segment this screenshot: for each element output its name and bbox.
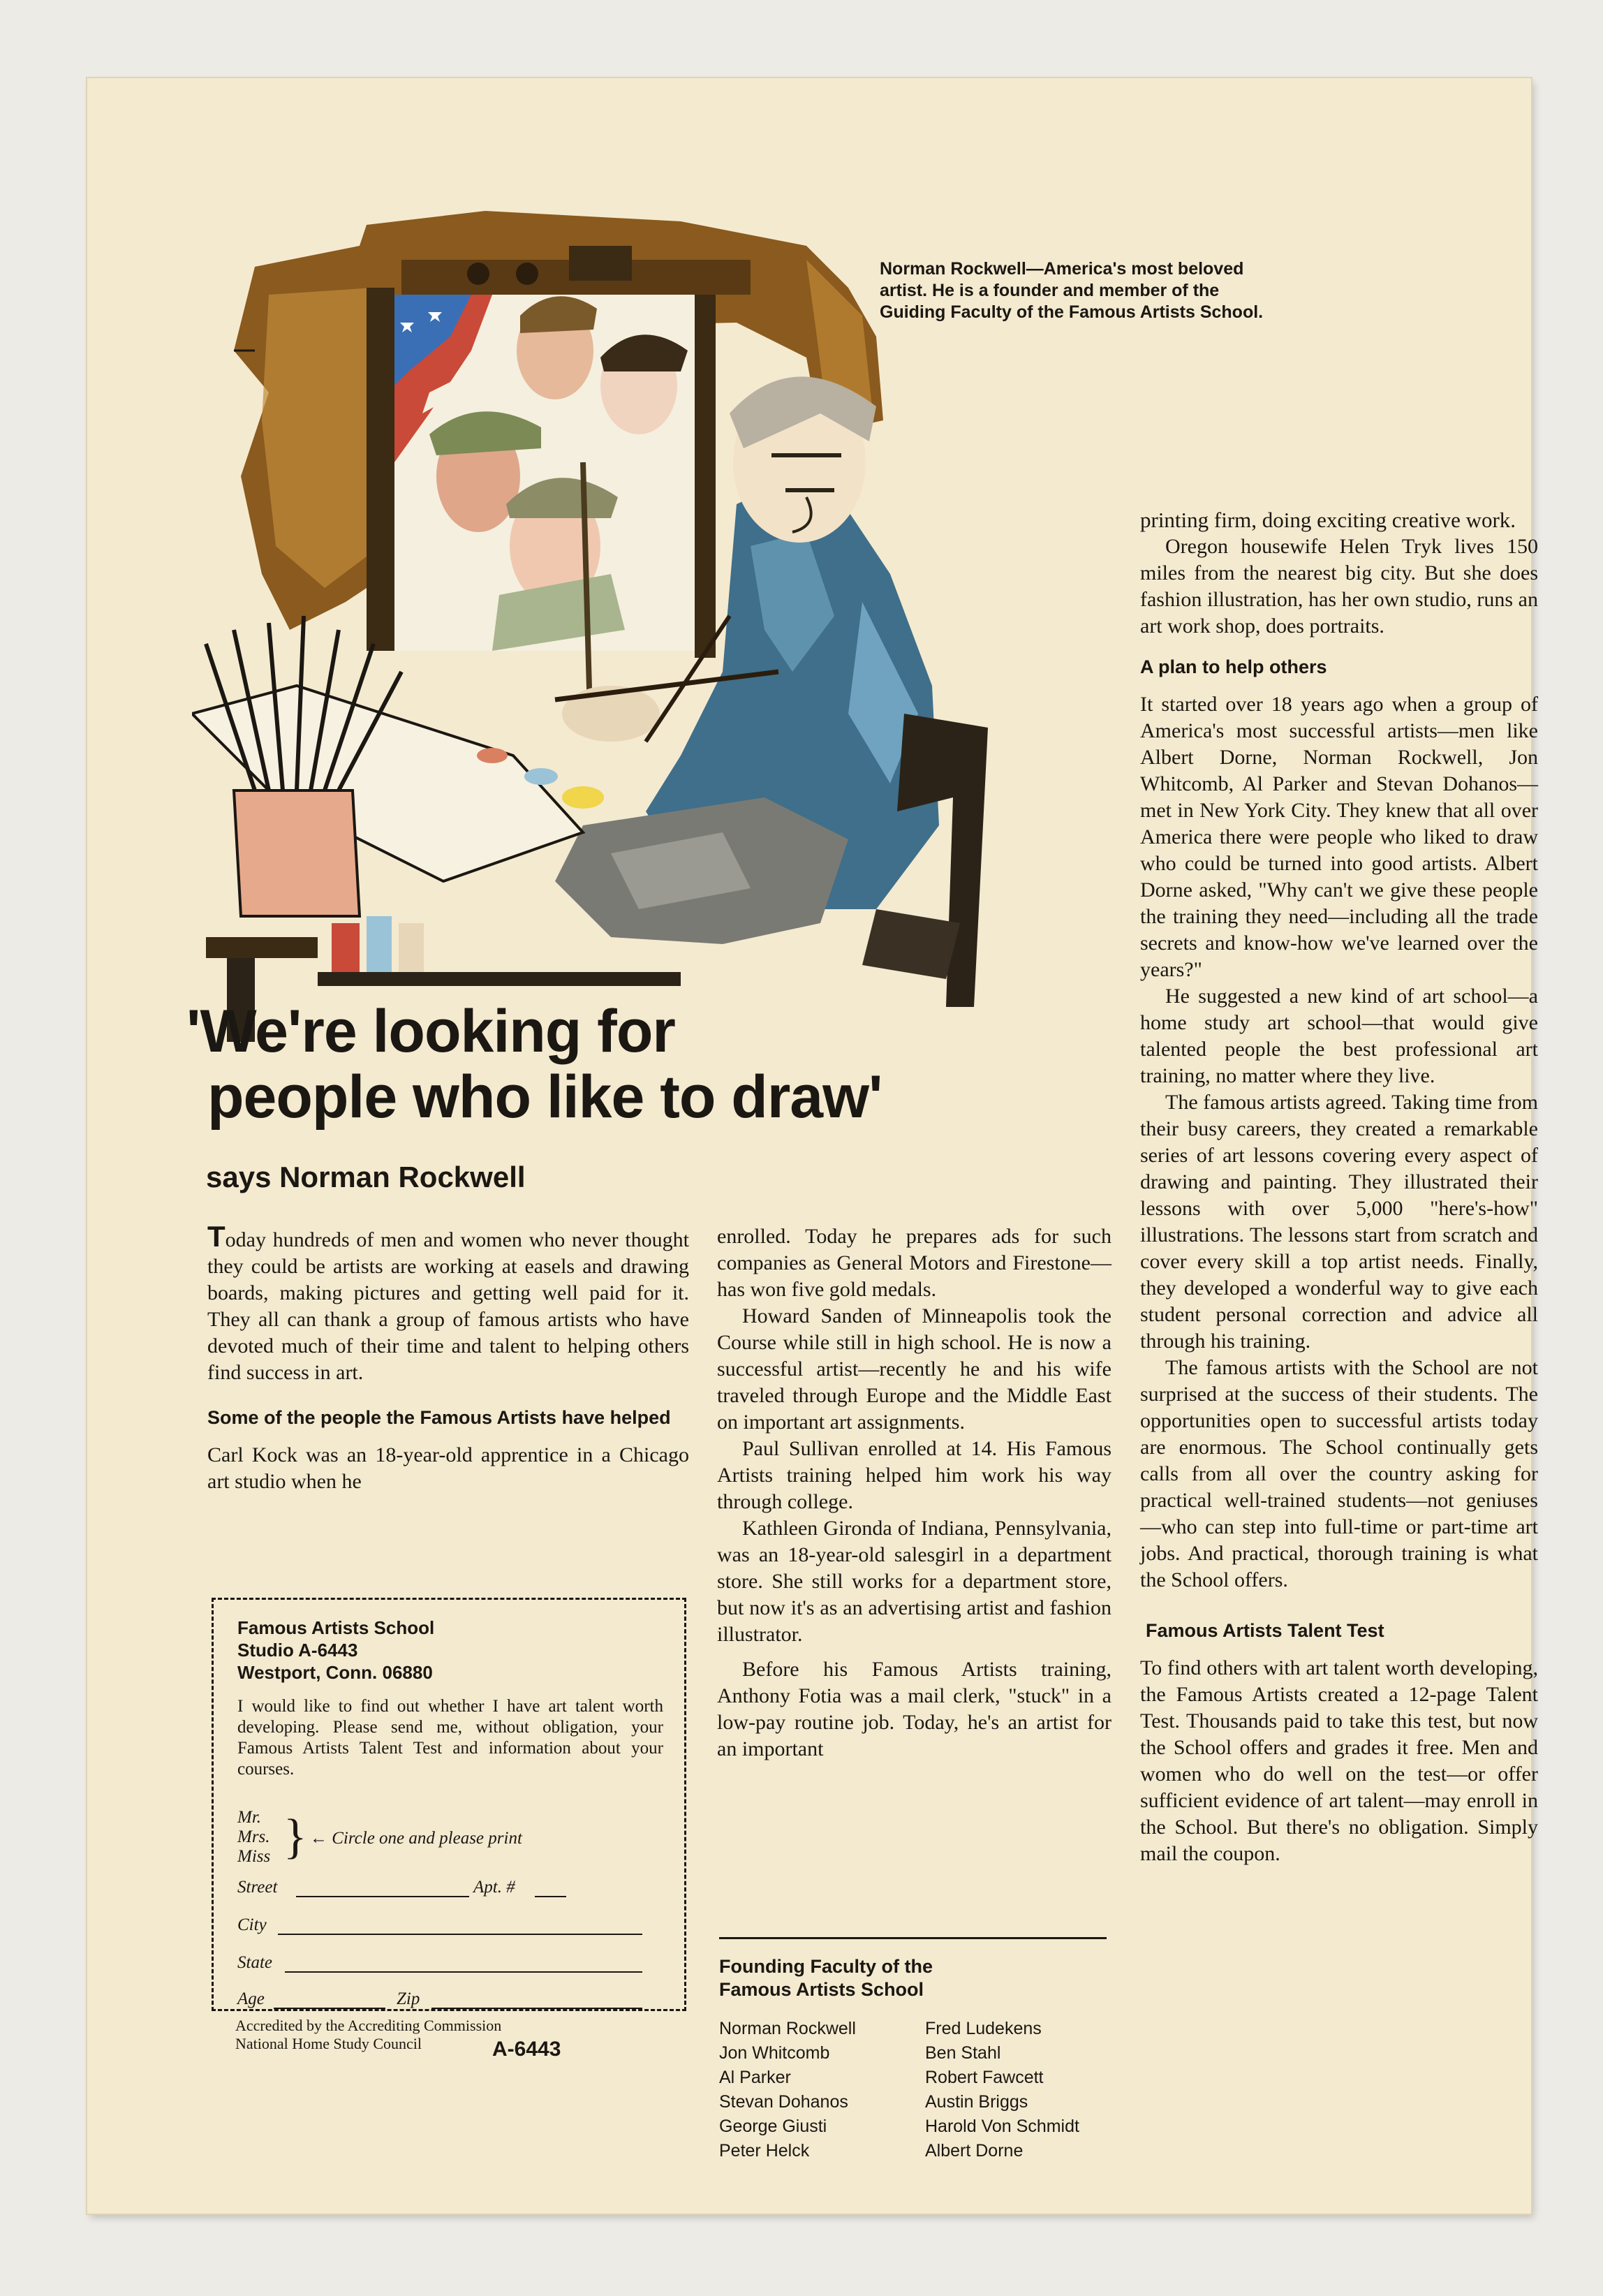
faculty-member: Austin Briggs xyxy=(925,2092,1028,2112)
faculty-heading xyxy=(719,1955,933,2001)
drop-cap: T xyxy=(207,1220,226,1253)
caption-name: Norman Rockwell xyxy=(880,259,1026,279)
city-label: City xyxy=(237,1915,267,1934)
accreditation-line-1: Accredited by the Accrediting Commission xyxy=(235,2017,502,2034)
state-label: State xyxy=(237,1953,272,1972)
street-field[interactable] xyxy=(296,1896,469,1897)
headline-line-2: people who like to draw' xyxy=(207,1064,882,1131)
zip-field[interactable] xyxy=(431,2008,642,2009)
coupon-address xyxy=(237,1617,434,1684)
opportunities-paragraph: The famous artists with the School are not surprised at the success of their students. The opportunities open to successful artists today are enormous. The School continually gets calls from all over the country asking for practical well-trained students—not geniuses—who can step into full-time or part-time art jobs. And practical, thorough training is what the School offers. xyxy=(1140,1356,1538,1591)
faculty-member: Ben Stahl xyxy=(925,2043,1001,2063)
column-1 xyxy=(207,1220,689,1495)
illustration-caption xyxy=(880,258,1271,323)
faculty-member: Jon Whitcomb xyxy=(719,2043,830,2063)
headline xyxy=(186,999,1024,1130)
faculty-list-right xyxy=(925,2017,1079,2163)
apt-field[interactable] xyxy=(535,1896,566,1897)
brace-icon: } xyxy=(283,1810,307,1864)
faculty-member: Robert Fawcett xyxy=(925,2068,1044,2087)
talent-test-paragraph: To find others with art talent worth developing, the Famous Artists created a 12-page Talent Test. Thousands paid to take this test, but now the School offers and grades it free. Men and women who do well on the test—or offer sufficient evidence of art talent—may enroll in the School. But there's no obligation. Simply mail the coupon. xyxy=(1140,1656,1538,1865)
faculty-member: Fred Ludekens xyxy=(925,2019,1042,2038)
coupon-city: Westport, Conn. 06880 xyxy=(237,1662,433,1683)
magazine-page xyxy=(87,78,1538,2214)
intro-paragraph xyxy=(207,1220,689,1386)
plan-heading: A plan to help others xyxy=(1140,656,1327,677)
sanden-paragraph: Howard Sanden of Minneapolis took the Course while still in high school. He is now a successful artist—recently he and his wife traveled through Europe and the Middle East on important art assignments. xyxy=(717,1304,1111,1434)
coupon-request-text: I would like to find out whether I have art talent worth developing. Please send me, without obligation, your Famous Artists Talent Test and information about your courses. xyxy=(237,1697,663,1779)
faculty-heading-line-1: Founding Faculty of the xyxy=(719,1956,933,1977)
talent-test-heading: Famous Artists Talent Test xyxy=(1146,1620,1384,1641)
apt-label: Apt. # xyxy=(473,1878,515,1897)
faculty-member: Harold Von Schmidt xyxy=(925,2117,1079,2136)
column-2 xyxy=(717,1223,1111,1763)
sullivan-paragraph: Paul Sullivan enrolled at 14. His Famous Artists training helped him work his way through college. xyxy=(717,1437,1111,1513)
coupon-code: A-6443 xyxy=(492,2038,561,2061)
faculty-member: Peter Helck xyxy=(719,2141,810,2161)
city-field[interactable] xyxy=(278,1934,642,1935)
faculty-member: Al Parker xyxy=(719,2068,791,2087)
age-label: Age xyxy=(237,1989,265,2008)
title-mr[interactable]: Mr. xyxy=(237,1808,262,1827)
carl-kock-paragraph: Carl Kock was an 18-year-old apprentice in a Chicago art studio when he xyxy=(207,1443,689,1493)
state-field[interactable] xyxy=(285,1971,642,1973)
faculty-member: Stevan Dohanos xyxy=(719,2092,848,2112)
fotia-paragraph: Before his Famous Artists training, Anthony Fotia was a mail clerk, "stuck" in a low-pay routine job. Today, he's an artist for an important xyxy=(717,1658,1111,1760)
intro-text: oday hundreds of men and women who never thought they could be artists are working at easels and drawing boards, making pictures and getting well paid for it. They all can thank a group of famous artists who have devoted much of their time and talent to helping others find success in art. xyxy=(207,1228,689,1384)
title-mrs[interactable]: Mrs. xyxy=(237,1827,270,1846)
faculty-heading-line-2: Famous Artists School xyxy=(719,1979,924,2000)
age-field[interactable] xyxy=(274,2008,385,2009)
home-study-paragraph: He suggested a new kind of art school—a home study art school—that would give talented people the best professional art training, no matter where they live. xyxy=(1140,985,1538,1087)
street-label: Street xyxy=(237,1878,278,1897)
tryk-paragraph: Oregon housewife Helen Tryk lives 150 miles from the nearest big city. But she does fashion illustration, has her own studio, runs an art work shop, does portraits. xyxy=(1140,535,1538,638)
faculty-member: George Giusti xyxy=(719,2117,827,2136)
faculty-list-left xyxy=(719,2017,856,2163)
gironda-paragraph: Kathleen Gironda of Indiana, Pennsylvania, was an 18-year-old salesgirl in a department store. She still works for a department store, but now it's as an advertising artist and fashion illustrator. xyxy=(717,1517,1111,1646)
caption-text: —America's most beloved artist. He is a founder and member of the Guiding Faculty of the Famous Artists School. xyxy=(880,259,1264,322)
coupon-school: Famous Artists School xyxy=(237,1617,435,1638)
circle-instruction: ← Circle one and please print xyxy=(310,1829,522,1848)
plan-paragraph: It started over 18 years ago when a group of America's most successful artists—men like Albert Dorne, Norman Rockwell, Jon Whitcomb, Al Parker and Stevan Dohanos—met in New York City. They knew that all over America there were people who liked to draw who could be turned into good artists. Albert Dorne asked, "Why can't we give these people the training they need—including all the trade secrets and know-how we've learned over the years?" xyxy=(1140,693,1538,981)
coupon-studio: Studio A-6443 xyxy=(237,1640,358,1661)
mail-coupon[interactable] xyxy=(212,1598,686,2011)
title-miss[interactable]: Miss xyxy=(237,1847,271,1866)
subheadline: says Norman Rockwell xyxy=(206,1161,526,1193)
col2-paragraph-1: enrolled. Today he prepares ads for such companies as General Motors and Firestone—has won five gold medals. xyxy=(717,1225,1111,1301)
faculty-member: Norman Rockwell xyxy=(719,2019,856,2038)
zip-label: Zip xyxy=(397,1989,420,2008)
helped-heading: Some of the people the Famous Artists have helped xyxy=(207,1407,671,1428)
faculty-divider xyxy=(719,1937,1107,1939)
faculty-member: Albert Dorne xyxy=(925,2141,1024,2161)
lessons-paragraph: The famous artists agreed. Taking time from their busy careers, they created a remarkable series of art lessons covering every aspect of drawing and painting. They illustrated their lessons with over 5,000 "here's-how" illustrations. The lessons start from scratch and cover every skill a top artist needs. Finally, they developed a wonderful way to give each student personal correction and advice all through his training. xyxy=(1140,1091,1538,1353)
col3-paragraph-1: printing firm, doing exciting creative work. xyxy=(1140,508,1516,532)
column-3 xyxy=(1140,507,1538,1867)
accreditation-line-2: National Home Study Council xyxy=(235,2035,422,2052)
headline-line-1: 'We're looking for xyxy=(186,998,675,1065)
